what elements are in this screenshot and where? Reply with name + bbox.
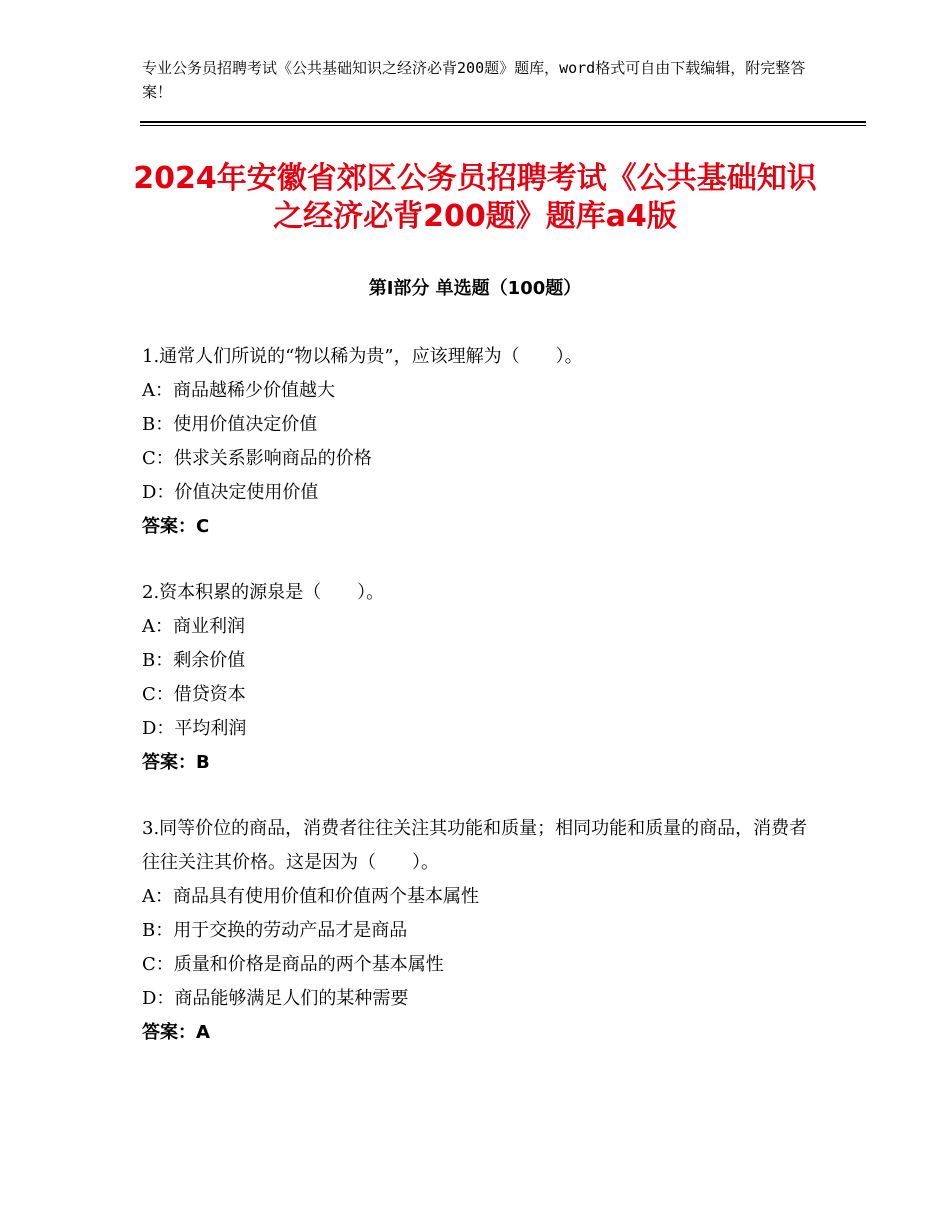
document-title: 2024年安徽省郊区公务员招聘考试《公共基础知识之经济必背200题》题库a4版 bbox=[133, 161, 817, 234]
option-d: D：价值决定使用价值 bbox=[142, 482, 319, 503]
question-list bbox=[142, 340, 822, 1082]
header-note: 专业公务员招聘考试《公共基础知识之经济必背200题》题库，word格式可自由下载编辑，附完整答案！ bbox=[142, 59, 806, 101]
answer: 答案：B bbox=[142, 752, 210, 773]
option-c: C：供求关系影响商品的价格 bbox=[142, 448, 372, 469]
question-stem: 3.同等价位的商品，消费者往往关注其功能和质量；相同功能和质量的商品，消费者往往关注其价格。这是因为（ ）。 bbox=[142, 818, 808, 873]
answer: 答案：C bbox=[142, 516, 210, 537]
question-1 bbox=[142, 340, 822, 544]
option-a: A：商业利润 bbox=[142, 616, 245, 637]
question-stem: 1.通常人们所说的“物以稀为贵”，应该理解为（ ）。 bbox=[142, 346, 583, 367]
option-a: A：商品具有使用价值和价值两个基本属性 bbox=[142, 886, 479, 907]
option-b: B：使用价值决定价值 bbox=[142, 414, 318, 435]
header-rule-thin bbox=[140, 125, 866, 126]
question-2 bbox=[142, 576, 822, 780]
question-3 bbox=[142, 812, 822, 1050]
option-a: A：商品越稀少价值越大 bbox=[142, 380, 335, 401]
answer: 答案：A bbox=[142, 1022, 210, 1043]
section-title: 第Ⅰ部分 单选题（100题） bbox=[368, 278, 582, 299]
question-stem: 2.资本积累的源泉是（ ）。 bbox=[142, 582, 385, 603]
header-rule-thick bbox=[140, 121, 866, 123]
option-b: B：剩余价值 bbox=[142, 650, 246, 671]
option-c: C：质量和价格是商品的两个基本属性 bbox=[142, 954, 444, 975]
option-d: D：平均利润 bbox=[142, 718, 247, 739]
option-b: B：用于交换的劳动产品才是商品 bbox=[142, 920, 408, 941]
option-c: C：借贷资本 bbox=[142, 684, 246, 705]
option-d: D：商品能够满足人们的某种需要 bbox=[142, 988, 409, 1009]
